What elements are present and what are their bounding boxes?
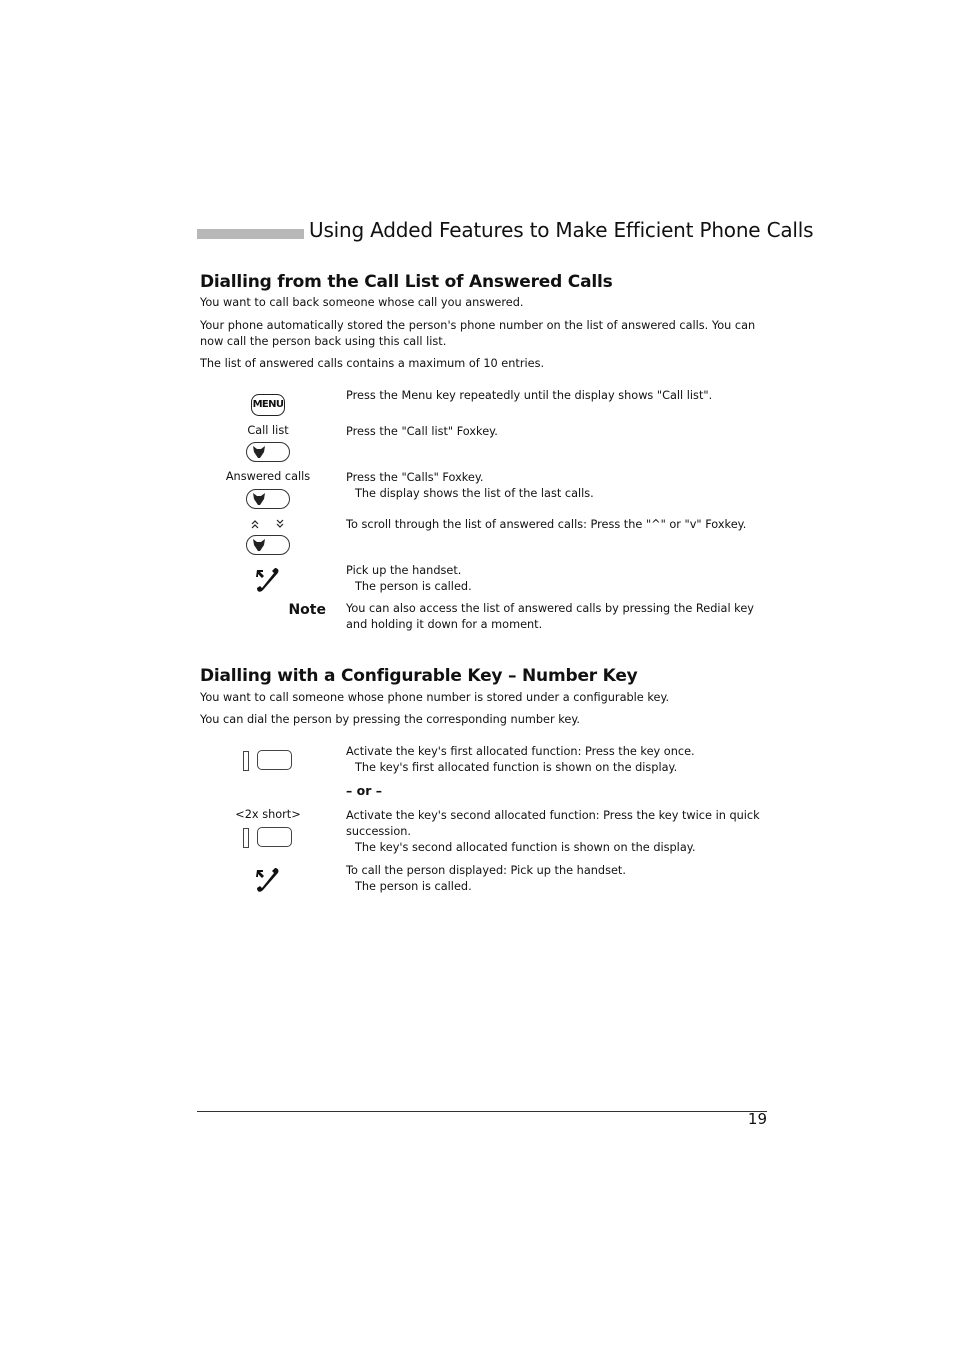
header-bar: [197, 229, 304, 239]
fox-head-icon: [251, 492, 267, 506]
step-sub: The key's second allocated function is shown on the display.: [355, 841, 696, 854]
number-key-icon: [257, 750, 292, 770]
handset-icon: [255, 866, 281, 894]
note-text: You can also access the list of answered calls by pressing the Redial key and holding it down for a moment.: [346, 602, 754, 631]
page-number: 19: [747, 1110, 767, 1128]
key-label: <2x short>: [235, 808, 301, 821]
step-text: [346, 470, 766, 502]
handset-icon: [255, 566, 281, 594]
step-main: Activate the key's second allocated function: Press the key twice in quick succession.: [346, 809, 760, 838]
double-down-arrow-icon: [275, 519, 285, 529]
paragraph: The list of answered calls contains a maximum of 10 entries.: [200, 357, 545, 370]
fox-key-icon: [246, 489, 290, 509]
step-sub: The key's first allocated function is shown on the display.: [355, 761, 678, 774]
step-main: Activate the key's first allocated function: Press the key once.: [346, 745, 695, 758]
section-heading-number-key: Dialling with a Configurable Key – Number Key: [200, 666, 638, 686]
step-main: To call the person displayed: Pick up the handset.: [346, 864, 626, 877]
key-label: Answered calls: [225, 470, 311, 483]
step-sub: The person is called.: [355, 880, 472, 893]
number-key-led-icon: [243, 828, 249, 848]
step-text: Press the "Call list" Foxkey.: [346, 425, 498, 438]
step-sub: The display shows the list of the last calls.: [355, 487, 594, 500]
step-text: [346, 744, 766, 776]
step-text: Press the Menu key repeatedly until the display shows "Call list".: [346, 389, 713, 402]
step-text: To scroll through the list of answered calls: Press the "^" or "v" Foxkey.: [346, 518, 747, 531]
fox-key-icon: [246, 442, 290, 462]
fox-head-icon: [251, 445, 267, 459]
section-heading-call-list: Dialling from the Call List of Answered Calls: [200, 272, 613, 292]
step-text: [346, 808, 766, 856]
paragraph: You can dial the person by pressing the corresponding number key.: [200, 713, 580, 726]
number-key-led-icon: [243, 751, 249, 771]
step-main: Press the "Calls" Foxkey.: [346, 471, 484, 484]
menu-key-icon: MENU: [251, 394, 285, 416]
step-main: Pick up the handset.: [346, 564, 462, 577]
page-title: Using Added Features to Make Efficient Phone Calls: [309, 218, 814, 242]
fox-key-icon: [246, 535, 290, 555]
double-up-arrow-icon: [250, 519, 260, 529]
fox-head-icon: [251, 538, 267, 552]
step-text: [346, 863, 766, 895]
note-label: Note: [288, 602, 326, 618]
key-label: Call list: [247, 424, 289, 437]
paragraph: You want to call back someone whose call you answered.: [200, 296, 524, 309]
footer-rule: [197, 1111, 767, 1112]
step-text: [346, 563, 766, 595]
paragraph: You want to call someone whose phone number is stored under a configurable key.: [200, 691, 670, 704]
or-separator: – or –: [346, 783, 382, 798]
step-sub: The person is called.: [355, 580, 472, 593]
paragraph: Your phone automatically stored the person's phone number on the list of answered calls. You can now call the person back using this call list.: [200, 319, 756, 348]
number-key-icon: [257, 827, 292, 847]
